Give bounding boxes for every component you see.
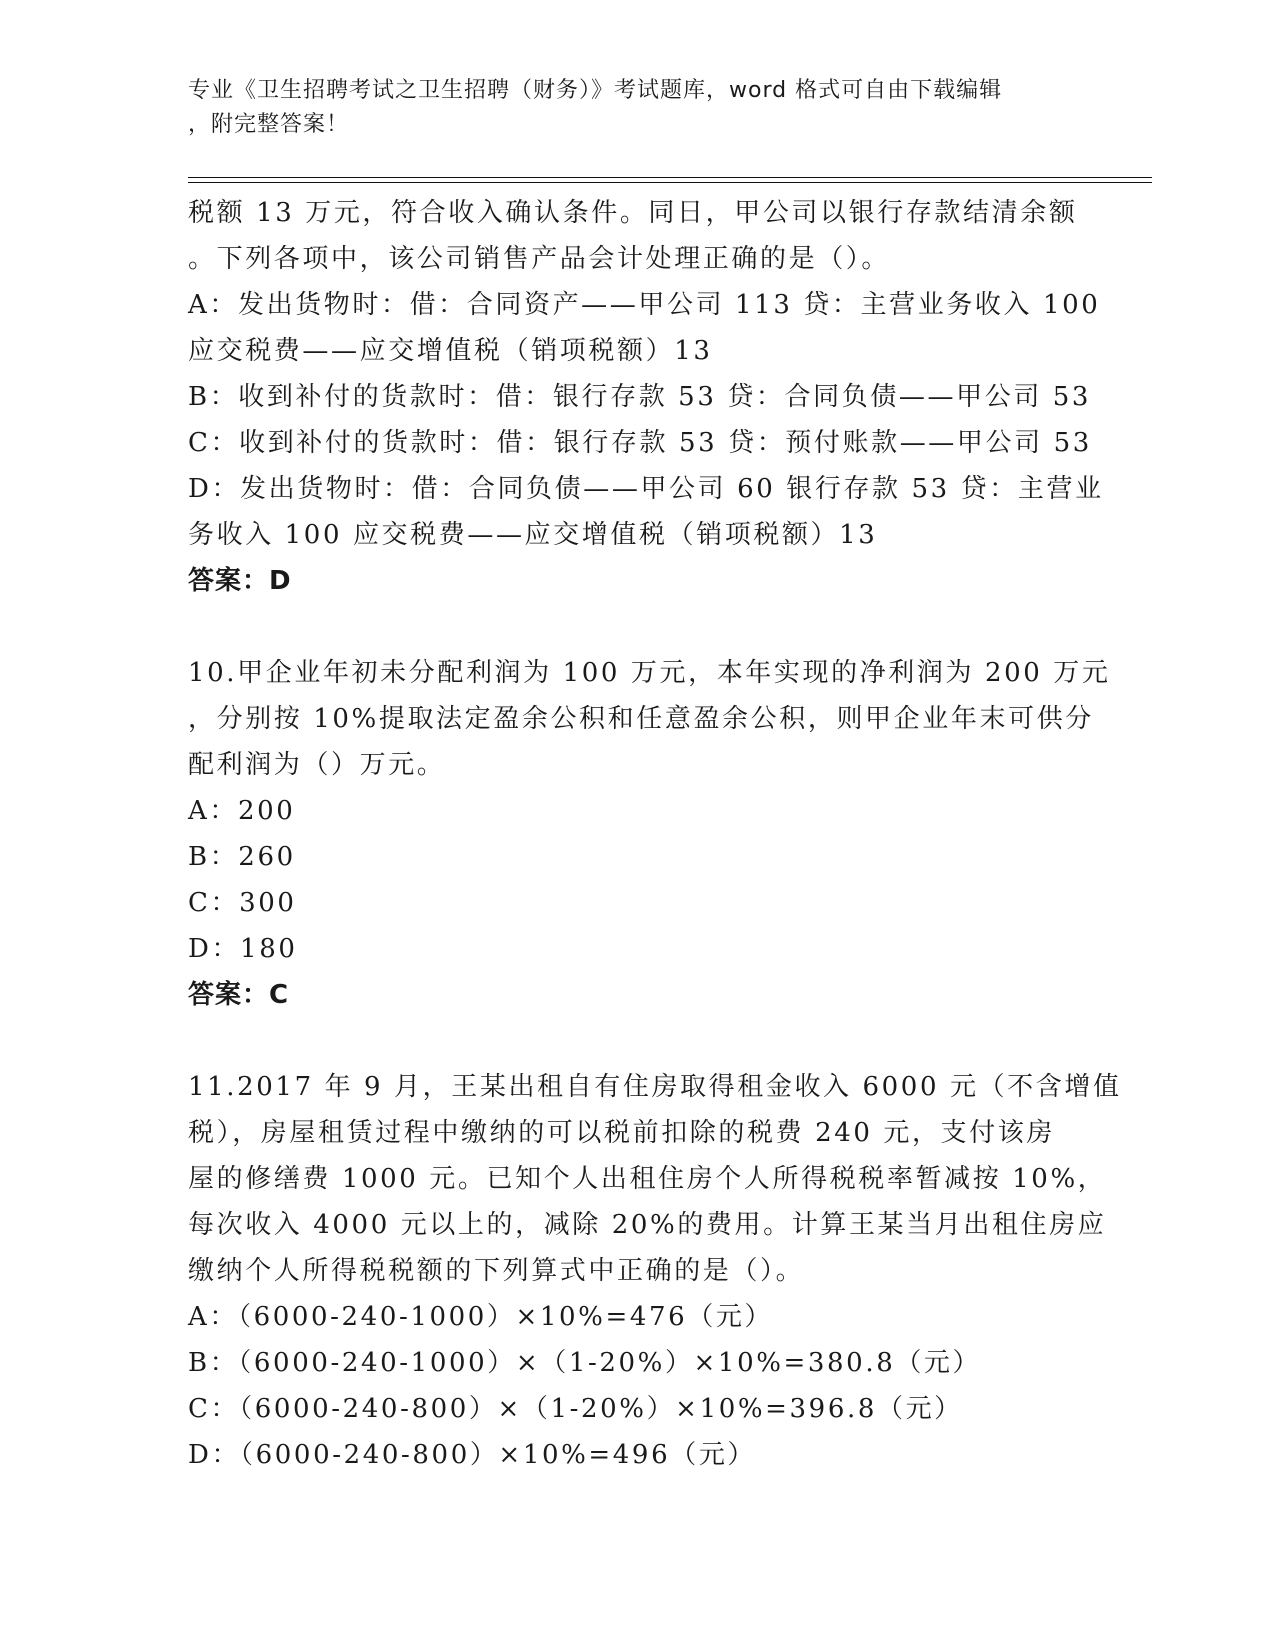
option-a: A：200 xyxy=(188,796,296,826)
option-a: A：发出货物时：借：合同资产——甲公司 113 贷：主营业务收入 100 xyxy=(188,290,1101,320)
spacer xyxy=(188,1018,1088,1064)
question-text-line: 每次收入 4000 元以上的，减除 20%的费用。计算王某当月出租住房应 xyxy=(188,1210,1107,1240)
question-text-line: 。下列各项中，该公司销售产品会计处理正确的是（）。 xyxy=(188,244,891,274)
question-text-line: ，分别按 10%提取法定盈余公积和任意盈余公积，则甲企业年末可供分 xyxy=(188,704,1094,734)
question-9-continued xyxy=(188,190,1104,604)
question-text-line: 配利润为（）万元。 xyxy=(188,750,446,780)
question-text-line: 屋的修缮费 1000 元。已知个人出租住房个人所得税税率暂减按 10%， xyxy=(188,1164,1107,1194)
answer-label: 答案：C xyxy=(188,980,290,1010)
answer-label: 答案：D xyxy=(188,566,292,596)
question-text-line: 税），房屋租赁过程中缴纳的可以税前扣除的税费 240 元，支付该房 xyxy=(188,1118,1055,1148)
question-text-line: 10.甲企业年初未分配利润为 100 万元，本年实现的净利润为 200 万元 xyxy=(188,658,1111,688)
option-c: C：（6000-240-800）×（1-20%）×10%=396.8（元） xyxy=(188,1394,963,1424)
header-divider-bottom xyxy=(188,182,1152,183)
document-body xyxy=(188,190,1122,1478)
option-a-continued: 应交税费——应交增值税（销项税额）13 xyxy=(188,336,713,366)
header-title-line-2: ，附完整答案！ xyxy=(188,112,350,137)
header-title-line-1: 专业《卫生招聘考试之卫生招聘（财务）》考试题库，word 格式可自由下载编辑 xyxy=(188,78,1003,103)
option-d: D：发出货物时：借：合同负债——甲公司 60 银行存款 53 贷：主营业 xyxy=(188,474,1104,504)
option-b: B：收到补付的货款时：借：银行存款 53 贷：合同负债——甲公司 53 xyxy=(188,382,1092,412)
question-11 xyxy=(188,1064,1122,1478)
option-d: D：（6000-240-800）×10%=496（元） xyxy=(188,1440,757,1470)
header-divider-top xyxy=(188,177,1152,178)
option-d: D：180 xyxy=(188,934,298,964)
option-b: B：（6000-240-1000）×（1-20%）×10%=380.8（元） xyxy=(188,1348,982,1378)
spacer xyxy=(188,604,1088,650)
question-text-line: 缴纳个人所得税税额的下列算式中正确的是（）。 xyxy=(188,1256,805,1286)
question-text-line: 11.2017 年 9 月，王某出租自有住房取得租金收入 6000 元（不含增值 xyxy=(188,1072,1122,1102)
question-10 xyxy=(188,650,1111,1018)
question-text-line: 税额 13 万元，符合收入确认条件。同日，甲公司以银行存款结清余额 xyxy=(188,198,1078,228)
option-c: C：收到补付的货款时：借：银行存款 53 贷：预付账款——甲公司 53 xyxy=(188,428,1092,458)
option-d-continued: 务收入 100 应交税费——应交增值税（销项税额）13 xyxy=(188,520,878,550)
option-c: C：300 xyxy=(188,888,297,918)
option-b: B：260 xyxy=(188,842,296,872)
document-header xyxy=(188,74,1088,142)
option-a: A：（6000-240-1000）×10%=476（元） xyxy=(188,1302,774,1332)
